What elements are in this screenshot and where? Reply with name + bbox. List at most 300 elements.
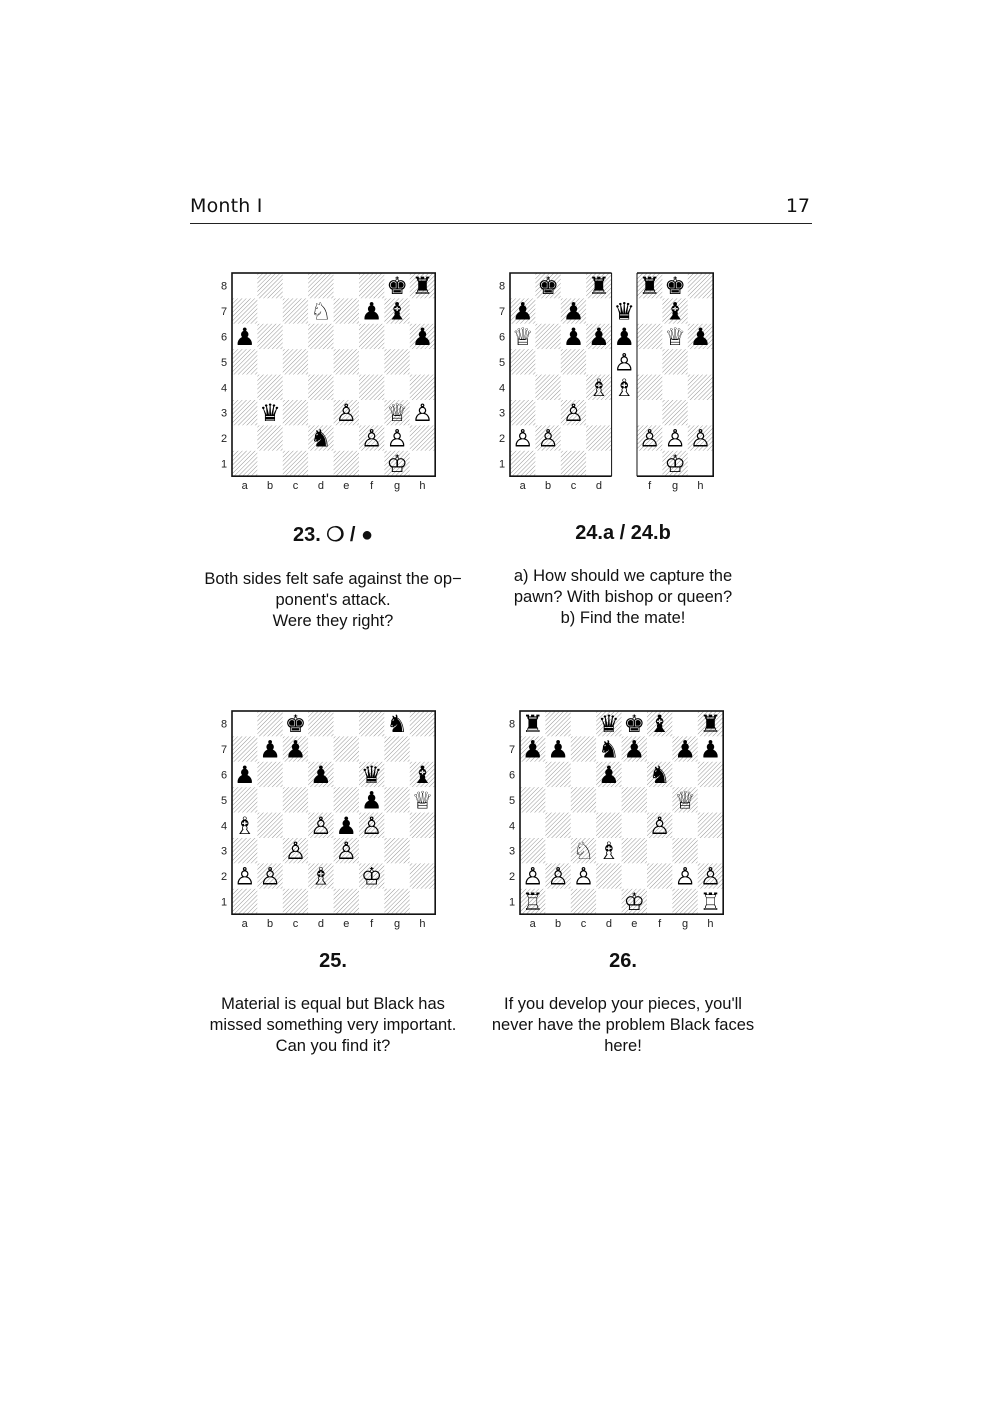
file-label: b	[555, 918, 562, 931]
diagram-24-caption	[473, 566, 773, 629]
file-label: c	[292, 918, 299, 931]
white-queen-h5: ♕	[411, 786, 434, 815]
rank-label: 8	[498, 280, 506, 293]
board-square-c5	[571, 787, 596, 812]
board-square-d3	[308, 838, 333, 863]
black-knight-f6: ♞	[648, 760, 671, 789]
file-label: c	[292, 480, 299, 493]
board-square-a4	[232, 375, 257, 400]
white-pawn-e3: ♙	[335, 837, 358, 866]
board-square-a1	[232, 451, 257, 476]
board-square-g4	[384, 375, 409, 400]
board-square-d1	[596, 889, 621, 914]
white-pawn-h3: ♙	[411, 399, 434, 428]
board-square-b4	[545, 813, 570, 838]
board-square-d2	[596, 863, 621, 888]
board-square-e1	[334, 889, 359, 914]
rank-label: 1	[220, 458, 228, 471]
board-square-h5	[410, 349, 435, 374]
board-svg	[490, 273, 719, 494]
black-pawn-d6: ♟	[598, 760, 620, 789]
board-square-e8	[334, 711, 359, 736]
black-king-c8: ♚	[284, 710, 307, 739]
board-square-a8	[510, 273, 535, 298]
board-square-a1	[232, 889, 257, 914]
caption-line: ponent's attack.	[275, 591, 391, 609]
board-square-d7	[308, 736, 333, 761]
board-square-a5	[520, 787, 545, 812]
white-king-f2: ♔	[360, 862, 383, 891]
board-square-e6	[334, 324, 359, 349]
black-king-b8: ♚	[537, 272, 559, 301]
rank-label: 3	[220, 845, 228, 858]
black-pawn-a6: ♟	[233, 322, 256, 351]
board-square-f1	[647, 889, 672, 914]
board-square-e7	[334, 736, 359, 761]
caption-line: never have the problem Black faces	[491, 1016, 755, 1034]
board-square-h6	[698, 762, 723, 787]
board-square-g1	[384, 889, 409, 914]
board-square-c5	[283, 349, 308, 374]
rank-label: 5	[220, 356, 228, 369]
white-bishop-e4: ♗	[613, 373, 636, 402]
board-square-h2	[410, 863, 435, 888]
white-pawn-g2: ♙	[386, 424, 408, 453]
file-label: c	[570, 480, 577, 493]
board-square-c8	[561, 273, 586, 298]
chess-diagram-23	[212, 273, 441, 498]
board-square-h7	[688, 298, 713, 323]
file-label: d	[605, 918, 612, 931]
board-square-h5	[698, 787, 723, 812]
black-pawn-e6: ♟	[613, 322, 636, 351]
board-square-h5	[688, 349, 713, 374]
white-pawn-c3: ♙	[562, 399, 585, 428]
board-square-b5	[535, 349, 560, 374]
rank-label: 5	[220, 794, 228, 807]
caption-line: missed something very important.	[209, 1016, 457, 1034]
black-pawn-d6: ♟	[310, 760, 332, 789]
board-square-d7	[586, 298, 611, 323]
board-square-g5	[384, 349, 409, 374]
file-label: h	[707, 918, 714, 931]
black-pawn-g7: ♟	[674, 735, 696, 764]
side-to-move-symbols: ❍ / ●	[326, 524, 374, 546]
board-square-d2	[586, 425, 611, 450]
diagram-23-title	[183, 522, 483, 547]
board-square-e2	[334, 863, 359, 888]
file-label: b	[545, 480, 552, 493]
board-square-b3	[545, 838, 570, 863]
board-square-f3	[359, 400, 384, 425]
black-rook-d8: ♜	[588, 272, 610, 301]
file-label: d	[317, 918, 324, 931]
board-square-g3	[384, 838, 409, 863]
board-square-h8	[688, 273, 713, 298]
board-square-c6	[571, 762, 596, 787]
file-label: h	[419, 918, 426, 931]
board-square-f2	[647, 863, 672, 888]
rank-label: 2	[220, 871, 228, 884]
board-square-e1	[334, 451, 359, 476]
board-square-a1	[510, 451, 535, 476]
rank-label: 8	[220, 280, 228, 293]
board-square-c2	[283, 425, 308, 450]
file-label: e	[343, 480, 350, 493]
board-square-f4	[359, 375, 384, 400]
board-square-a8	[232, 711, 257, 736]
board-square-b2	[257, 425, 282, 450]
board-square-h1	[410, 889, 435, 914]
board-square-e7	[334, 298, 359, 323]
page-number: 17	[785, 195, 810, 217]
black-pawn-d6: ♟	[588, 322, 610, 351]
white-pawn-h2: ♙	[699, 862, 722, 891]
black-queen-f6: ♛	[360, 760, 383, 789]
board-square-f7	[359, 736, 384, 761]
board-square-e6	[622, 762, 647, 787]
file-label: a	[519, 480, 526, 493]
board-square-f3	[359, 838, 384, 863]
black-bishop-f8: ♝	[648, 710, 671, 739]
white-rook-a1: ♖	[521, 887, 544, 916]
board-square-b1	[257, 451, 282, 476]
black-rook-h8: ♜	[411, 272, 434, 301]
board-square-e5	[334, 349, 359, 374]
board-square-b5	[545, 787, 570, 812]
white-bishop-d4: ♗	[588, 373, 610, 402]
board-square-d8	[308, 273, 333, 298]
board-square-b5	[257, 787, 282, 812]
board-square-a7	[232, 736, 257, 761]
board-square-c7	[571, 736, 596, 761]
file-label: a	[241, 918, 248, 931]
rank-label: 8	[508, 718, 516, 731]
board-square-a6	[520, 762, 545, 787]
white-pawn-b2: ♙	[547, 862, 569, 891]
black-bishop-g7: ♝	[664, 297, 686, 326]
board-square-b6	[257, 762, 282, 787]
chess-diagram-25	[212, 711, 441, 936]
board-square-h3	[688, 400, 713, 425]
rank-label: 3	[220, 407, 228, 420]
white-bishop-d3: ♗	[598, 837, 620, 866]
board-square-c1	[283, 451, 308, 476]
chess-diagram-26	[500, 711, 729, 936]
board-square-e5	[334, 787, 359, 812]
board-square-b4	[535, 375, 560, 400]
white-pawn-g2: ♙	[664, 424, 686, 453]
board-square-e2	[334, 425, 359, 450]
board-square-d5	[308, 787, 333, 812]
white-queen-g3: ♕	[386, 399, 408, 428]
board-square-c7	[283, 298, 308, 323]
black-rook-a8: ♜	[521, 710, 544, 739]
board-square-g6	[384, 324, 409, 349]
black-king-e8: ♚	[623, 710, 646, 739]
file-label: f	[648, 480, 652, 493]
board-square-c6	[283, 324, 308, 349]
board-square-c1	[283, 889, 308, 914]
black-pawn-c7: ♟	[284, 735, 307, 764]
file-label: f	[370, 480, 374, 493]
board-square-e3	[622, 838, 647, 863]
board-svg	[500, 711, 729, 932]
board-square-d5	[308, 349, 333, 374]
board-square-b5	[257, 349, 282, 374]
black-pawn-a7: ♟	[521, 735, 544, 764]
rank-label: 6	[498, 331, 506, 344]
white-king-g1: ♔	[386, 449, 408, 478]
board-square-h7	[410, 736, 435, 761]
board-square-g5	[384, 787, 409, 812]
black-queen-e7: ♛	[613, 297, 636, 326]
board-square-a3	[520, 838, 545, 863]
board-square-b4	[257, 375, 282, 400]
rank-label: 7	[508, 744, 516, 757]
white-king-e1: ♔	[623, 887, 646, 916]
file-label: h	[419, 480, 426, 493]
board-square-f8	[359, 711, 384, 736]
board-square-b1	[257, 889, 282, 914]
board-square-f5	[647, 787, 672, 812]
black-pawn-f7: ♟	[360, 297, 383, 326]
board-square-d1	[586, 451, 611, 476]
board-square-b3	[257, 838, 282, 863]
board-square-b4	[257, 813, 282, 838]
rank-label: 5	[508, 794, 516, 807]
white-knight-d7: ♘	[310, 297, 332, 326]
black-knight-g8: ♞	[386, 710, 408, 739]
board-square-f6	[359, 324, 384, 349]
board-square-a8	[232, 273, 257, 298]
caption-line: Both sides felt safe against the op−	[204, 570, 462, 588]
board-square-f8	[359, 273, 384, 298]
board-square-c4	[571, 813, 596, 838]
white-pawn-g2: ♙	[674, 862, 696, 891]
board-square-d1	[308, 889, 333, 914]
board-square-f1	[359, 451, 384, 476]
black-king-g8: ♚	[386, 272, 408, 301]
running-header	[190, 193, 812, 224]
board-square-c5	[561, 349, 586, 374]
white-king-g1: ♔	[664, 449, 686, 478]
board-square-c6	[283, 762, 308, 787]
rank-label: 8	[220, 718, 228, 731]
board-square-d5	[596, 787, 621, 812]
board-square-c4	[561, 375, 586, 400]
file-label: a	[241, 480, 248, 493]
board-square-e2	[622, 863, 647, 888]
caption-line: Material is equal but Black has	[221, 995, 445, 1013]
rank-label: 4	[220, 820, 228, 833]
board-square-h3	[410, 838, 435, 863]
board-square-d4	[596, 813, 621, 838]
board-square-a3	[232, 400, 257, 425]
board-square-c8	[571, 711, 596, 736]
white-pawn-e5: ♙	[613, 348, 636, 377]
board-square-c4	[283, 375, 308, 400]
file-label: g	[672, 480, 679, 493]
board-square-b1	[545, 889, 570, 914]
board-square-b3	[535, 400, 560, 425]
board-square-h8	[410, 711, 435, 736]
white-pawn-f4: ♙	[648, 811, 671, 840]
board-square-b8	[257, 273, 282, 298]
diagram-23-caption	[183, 569, 483, 632]
white-pawn-b2: ♙	[537, 424, 559, 453]
board-square-a4	[520, 813, 545, 838]
board-square-a5	[510, 349, 535, 374]
rank-label: 6	[508, 769, 516, 782]
file-label: a	[529, 918, 536, 931]
board-square-e8	[334, 273, 359, 298]
board-square-b6	[535, 324, 560, 349]
black-pawn-h7: ♟	[699, 735, 722, 764]
white-pawn-f4: ♙	[360, 811, 383, 840]
board-square-h1	[688, 451, 713, 476]
file-label: g	[394, 480, 401, 493]
board-square-f5	[359, 349, 384, 374]
board-square-h4	[410, 813, 435, 838]
rank-label: 5	[498, 356, 506, 369]
board-square-b8	[545, 711, 570, 736]
board-square-c8	[283, 273, 308, 298]
board-square-b7	[257, 298, 282, 323]
rank-label: 7	[498, 306, 506, 319]
white-pawn-a2: ♙	[521, 862, 544, 891]
black-rook-h8: ♜	[699, 710, 722, 739]
board-square-f7	[637, 298, 662, 323]
board-square-h3	[698, 838, 723, 863]
board-square-b7	[535, 298, 560, 323]
board-svg	[212, 711, 441, 932]
board-square-h4	[698, 813, 723, 838]
white-pawn-c3: ♙	[284, 837, 307, 866]
board-square-g8	[672, 711, 697, 736]
board-square-f5	[637, 349, 662, 374]
rank-label: 6	[220, 769, 228, 782]
file-label: h	[697, 480, 704, 493]
board-square-g3	[672, 838, 697, 863]
white-pawn-d4: ♙	[310, 811, 332, 840]
rank-label: 7	[220, 306, 228, 319]
board-square-a3	[232, 838, 257, 863]
board-square-d6	[308, 324, 333, 349]
rank-label: 3	[508, 845, 516, 858]
rank-label: 4	[498, 382, 506, 395]
diagram-24-title: 24.a / 24.b	[575, 522, 671, 544]
board-square-g2	[384, 863, 409, 888]
board-square-g6	[384, 762, 409, 787]
board-square-e4	[334, 375, 359, 400]
white-pawn-a2: ♙	[233, 862, 256, 891]
board-square-d8	[308, 711, 333, 736]
board-square-g6	[672, 762, 697, 787]
rank-label: 1	[498, 458, 506, 471]
black-pawn-c6: ♟	[562, 322, 585, 351]
board-square-h4	[410, 375, 435, 400]
white-pawn-e3: ♙	[335, 399, 358, 428]
diagram-number: 23.	[292, 524, 321, 546]
board-square-d3	[586, 400, 611, 425]
board-square-h2	[410, 425, 435, 450]
board-square-c4	[283, 813, 308, 838]
caption-line: a) How should we capture the	[513, 567, 733, 585]
board-square-d5	[586, 349, 611, 374]
board-square-g4	[662, 375, 687, 400]
board-square-f3	[647, 838, 672, 863]
board-square-a3	[510, 400, 535, 425]
board-square-g3	[662, 400, 687, 425]
white-queen-g5: ♕	[674, 786, 696, 815]
file-label: g	[394, 918, 401, 931]
black-knight-d7: ♞	[598, 735, 620, 764]
white-pawn-a2: ♙	[511, 424, 534, 453]
board-square-d4	[308, 375, 333, 400]
board-square-e6	[334, 762, 359, 787]
board-square-b6	[545, 762, 570, 787]
black-knight-d2: ♞	[310, 424, 332, 453]
black-queen-b3: ♛	[259, 399, 281, 428]
diagram-25-title: 25.	[319, 950, 347, 972]
white-pawn-b2: ♙	[259, 862, 281, 891]
white-queen-g6: ♕	[664, 322, 686, 351]
board-square-g5	[662, 349, 687, 374]
caption-line: Can you find it?	[275, 1037, 391, 1055]
board-square-h7	[410, 298, 435, 323]
black-pawn-b7: ♟	[259, 735, 281, 764]
board-square-f1	[359, 889, 384, 914]
board-square-a4	[510, 375, 535, 400]
board-square-h1	[410, 451, 435, 476]
board-square-c2	[283, 863, 308, 888]
rank-label: 2	[220, 433, 228, 446]
board-square-b1	[535, 451, 560, 476]
chapter-title: Month I	[190, 195, 263, 217]
board-square-d1	[308, 451, 333, 476]
board-square-g4	[384, 813, 409, 838]
diagram-26-title: 26.	[609, 950, 637, 972]
board-square-a5	[232, 787, 257, 812]
board-svg	[212, 273, 441, 494]
white-pawn-c2: ♙	[572, 862, 595, 891]
board-square-b6	[257, 324, 282, 349]
rank-label: 1	[508, 896, 516, 909]
black-pawn-c7: ♟	[562, 297, 585, 326]
board-square-a7	[232, 298, 257, 323]
black-pawn-h6: ♟	[689, 322, 712, 351]
black-king-g8: ♚	[664, 272, 686, 301]
rank-label: 4	[508, 820, 516, 833]
board-square-f6	[637, 324, 662, 349]
board-square-a5	[232, 349, 257, 374]
board-square-f4	[637, 375, 662, 400]
file-label: d	[595, 480, 602, 493]
board-square-e4	[622, 813, 647, 838]
board-square-f3	[637, 400, 662, 425]
white-pawn-f2: ♙	[360, 424, 383, 453]
caption-line: pawn? With bishop or queen?	[513, 588, 733, 606]
black-queen-d8: ♛	[598, 710, 620, 739]
board-square-b8	[257, 711, 282, 736]
board-square-g1	[672, 889, 697, 914]
board-square-f1	[637, 451, 662, 476]
caption-line: b) Find the mate!	[560, 609, 686, 627]
white-knight-c3: ♘	[572, 837, 595, 866]
file-label: e	[343, 918, 350, 931]
board-square-c5	[283, 787, 308, 812]
